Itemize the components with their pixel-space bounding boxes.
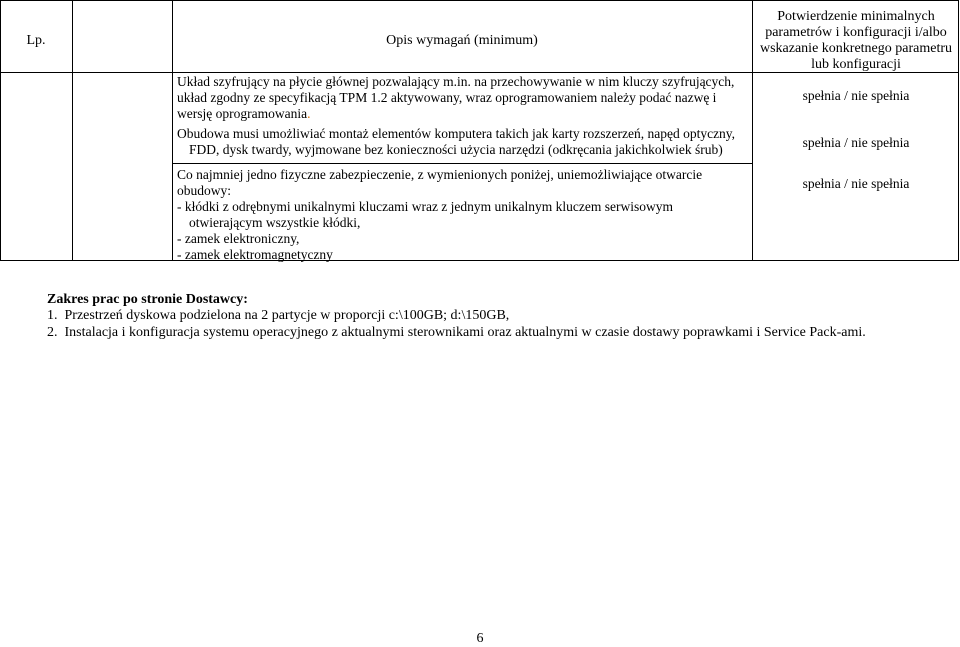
status-case: spełnia / nie spełnia (802, 135, 910, 150)
scope-item-1: 1. Przestrzeń dyskowa podzielona na 2 partycje w proporcji c:\100GB; d:\150GB, (47, 308, 510, 323)
column-divider (72, 0, 73, 261)
status-security: spełnia / nie spełnia (802, 176, 910, 191)
page-number: 6 (476, 631, 484, 646)
requirements-table (0, 0, 959, 261)
requirement-case: Obudowa musi umożliwiać montaż elementów komputera takich jak karty rozszerzeń, napęd optyczny, FDD, dysk twardy, wyjmowane bez konieczności użycia narzędzi (odkręcania jakichkolwiek śrub) (177, 126, 736, 157)
requirement-tpm: Układ szyfrujący na płycie głównej pozwalający m.in. na przechowywanie w nim kluczy szyfrujących, układ zgodny ze specyfikacją TPM 1.2 aktywowany, wraz oprogramowaniem należy podać nazwę i wersję oprogramowania. (177, 74, 735, 121)
status-tpm: spełnia / nie spełnia (802, 88, 910, 103)
table-border-top (0, 0, 959, 1)
scope-title: Zakres prac po stronie Dostawcy: (47, 292, 248, 307)
row-divider (172, 163, 752, 164)
requirement-security: Co najmniej jedno fizyczne zabezpieczenie, z wymienionych poniżej, uniemożliwiające otwarcie obudowy: - kłódki z odrębnymi unikalnymi kluczami wraz z jednym unikalnym kluczem serwisowym otwierającym wszystkie kłódki, - zamek elektroniczny, - zamek elektromagnetyczny (177, 167, 703, 262)
header-description: Opis wymagań (minimum) (386, 33, 538, 48)
header-confirmation: Potwierdzenie minimalnych parametrów i konfiguracji i/albo wskazanie konkretnego parametru lub konfiguracji (759, 9, 953, 72)
scope-item-2: 2. Instalacja i konfiguracja systemu operacyjnego z aktualnymi sterownikami oraz aktualnymi w czasie dostawy poprawkami i Service Pack-ami. (47, 325, 866, 340)
header-lp: Lp. (26, 33, 46, 48)
